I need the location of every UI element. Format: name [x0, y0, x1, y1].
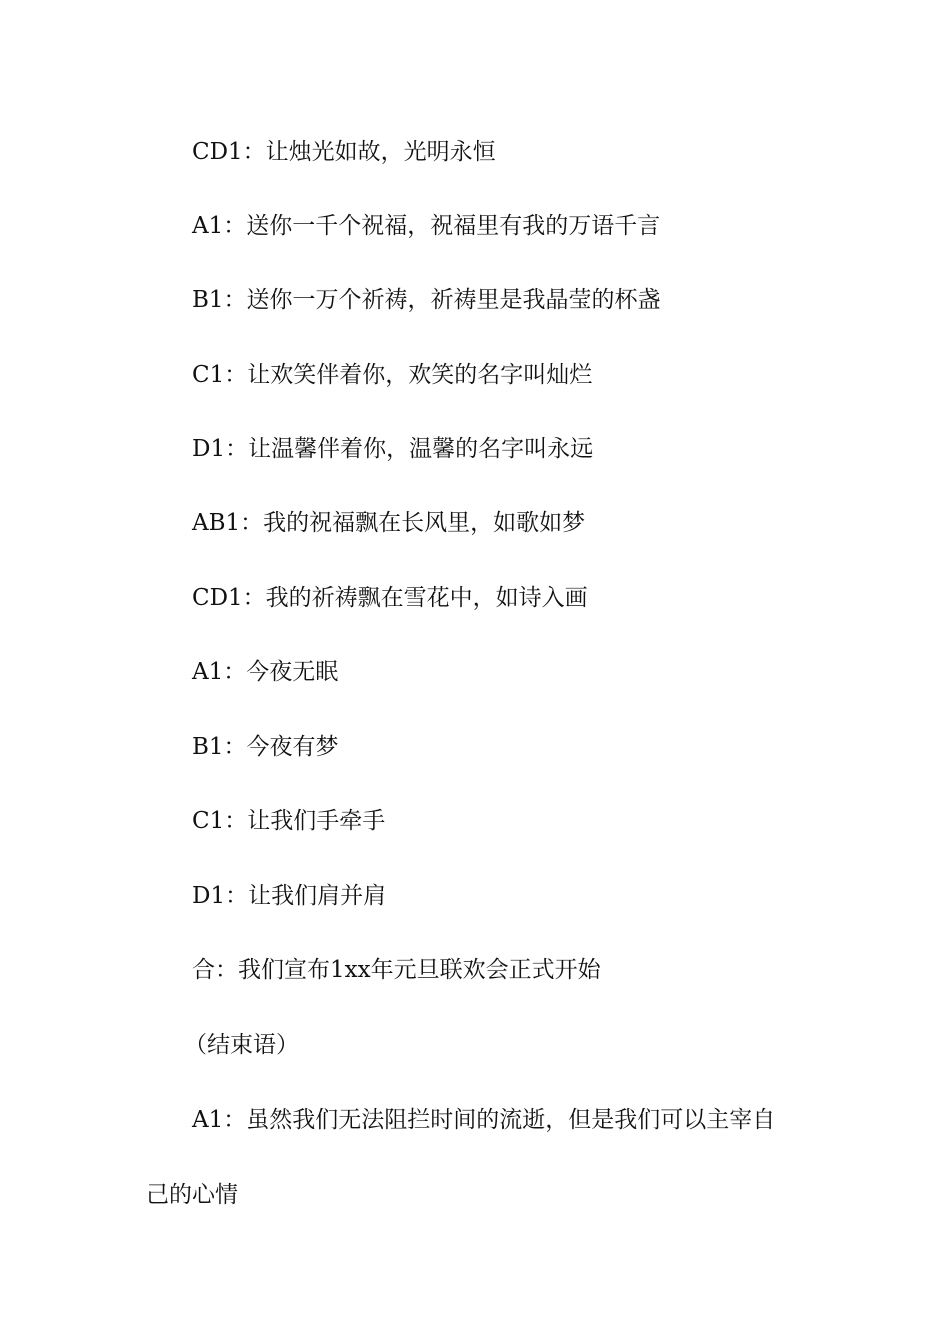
text-line: CD1：让烛光如故，光明永恒 [192, 139, 496, 165]
text-line: AB1：我的祝福飘在长风里，如歌如梦 [192, 510, 586, 536]
text-line: A1：送你一千个祝福，祝福里有我的万语千言 [192, 213, 661, 239]
text-line: A1：今夜无眠 [192, 659, 339, 685]
section-heading: （结束语） [184, 1032, 299, 1058]
text-line-continuation: 己的心情 [146, 1182, 238, 1208]
text-line: B1：今夜有梦 [192, 734, 339, 760]
text-line: 合：我们宣布1xx年元旦联欢会正式开始 [192, 957, 601, 983]
text-line: C1：让欢笑伴着你，欢笑的名字叫灿烂 [192, 362, 593, 388]
text-line: C1：让我们手牵手 [192, 808, 386, 834]
text-line: CD1：我的祈祷飘在雪花中，如诗入画 [192, 585, 588, 611]
text-line: D1：让我们肩并肩 [192, 883, 387, 909]
text-line: B1：送你一万个祈祷，祈祷里是我晶莹的杯盏 [192, 287, 661, 313]
text-line: D1：让温馨伴着你，温馨的名字叫永远 [192, 436, 594, 462]
text-line: A1：虽然我们无法阻拦时间的流逝，但是我们可以主宰自 [192, 1107, 776, 1133]
